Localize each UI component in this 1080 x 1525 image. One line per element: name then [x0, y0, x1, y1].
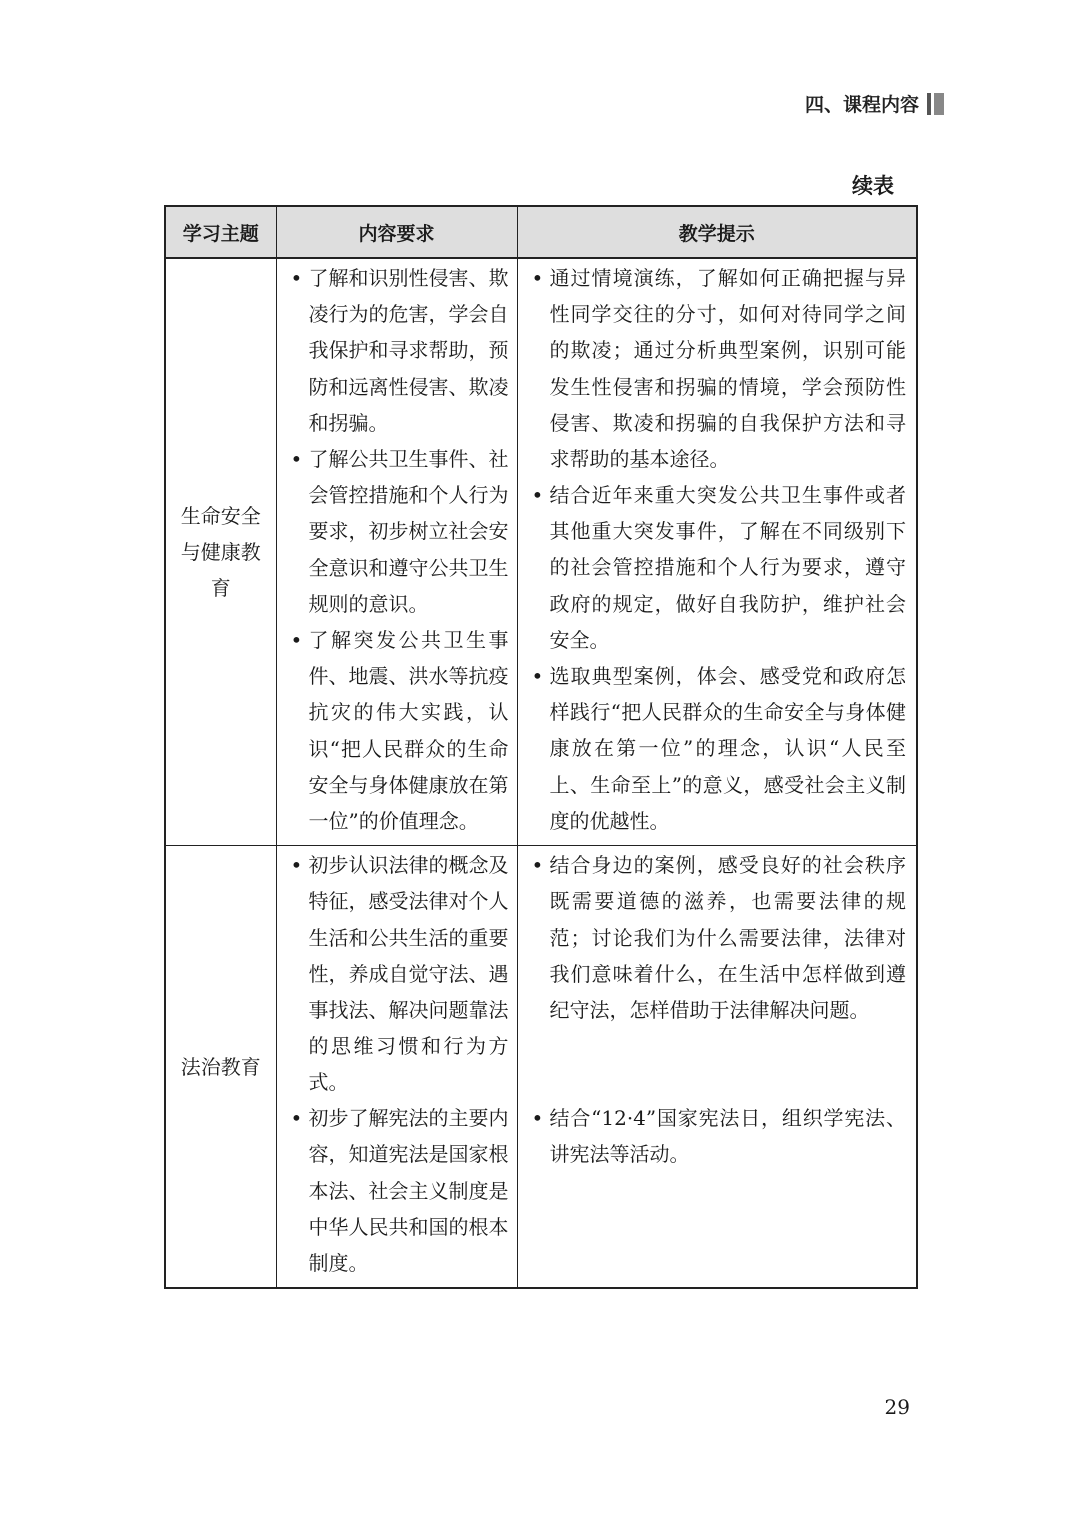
requirement-item: • 初步认识法律的概念及特征，感受法律对个人生活和公共生活的重要性，养成自觉守法、遇事找法、解决问题靠法的思维习惯和行为方式。 — [277, 847, 517, 1100]
requirements-cell — [276, 846, 517, 1289]
tips-cell — [517, 846, 917, 1289]
requirement-item: • 初步了解宪法的主要内容，知道宪法是国家根本法、社会主义制度是中华人民共和国的根本制度。 — [277, 1100, 517, 1281]
topic-label: 生命安全与健康教育 — [180, 504, 261, 601]
column-header-tips: 教学提示 — [517, 206, 917, 258]
requirement-item: • 了解突发公共卫生事件、地震、洪水等抗疫抗灾的伟大实践，认识“把人民群众的生命安全与身体健康放在第一位”的价值理念。 — [277, 622, 517, 839]
tip-item: • 结合“12·4”国家宪法日，组织学宪法、讲宪法等活动。 — [518, 1100, 917, 1172]
requirement-item: • 了解和识别性侵害、欺凌行为的危害，学会自我保护和寻求帮助，预防和远离性侵害、欺凌和拐骗。 — [277, 260, 517, 441]
requirements-cell — [276, 258, 517, 846]
tip-item: • 通过情境演练，了解如何正确把握与异性同学交往的分寸，如何对待同学之间的欺凌；通过分析典型案例，识别可能发生性侵害和拐骗的情境，学会预防性侵害、欺凌和拐骗的自我保护方法和寻求帮助的基本途径。 — [518, 260, 917, 477]
tip-item: • 选取典型案例，体会、感受党和政府怎样践行“把人民群众的生命安全与身体健康放在第一位”的理念，认识“人民至上、生命至上”的意义，感受社会主义制度的优越性。 — [518, 658, 917, 839]
requirement-item: • 了解公共卫生事件、社会管控措施和个人行为要求，初步树立社会安全意识和遵守公共卫生规则的意识。 — [277, 441, 517, 622]
topic-label: 法治教育 — [180, 1054, 261, 1079]
page-number: 29 — [884, 1395, 910, 1419]
continued-table-label: 续表 — [852, 174, 894, 198]
tip-item: • 结合身边的案例，感受良好的社会秩序既需要道德的滋养，也需要法律的规范；讨论我们为什么需要法律，法律对我们意味着什么，在生活中怎样做到遵纪守法，怎样借助于法律解决问题。 — [518, 847, 917, 1100]
table-header-row — [165, 206, 917, 258]
header-bar-ornament — [927, 93, 944, 115]
tips-cell — [517, 258, 917, 846]
section-title: 四、课程内容 — [804, 94, 919, 116]
topic-cell — [165, 258, 276, 846]
table-row — [165, 846, 917, 1289]
topic-cell — [165, 846, 276, 1289]
tip-item: • 结合近年来重大突发公共卫生事件或者其他重大突发事件，了解在不同级别下的社会管控措施和个人行为要求，遵守政府的规定，做好自我防护，维护社会安全。 — [518, 477, 917, 658]
column-header-requirements: 内容要求 — [276, 206, 517, 258]
table-row — [165, 258, 917, 846]
column-header-topic: 学习主题 — [165, 206, 276, 258]
running-header — [805, 90, 944, 117]
curriculum-table — [164, 205, 918, 1289]
